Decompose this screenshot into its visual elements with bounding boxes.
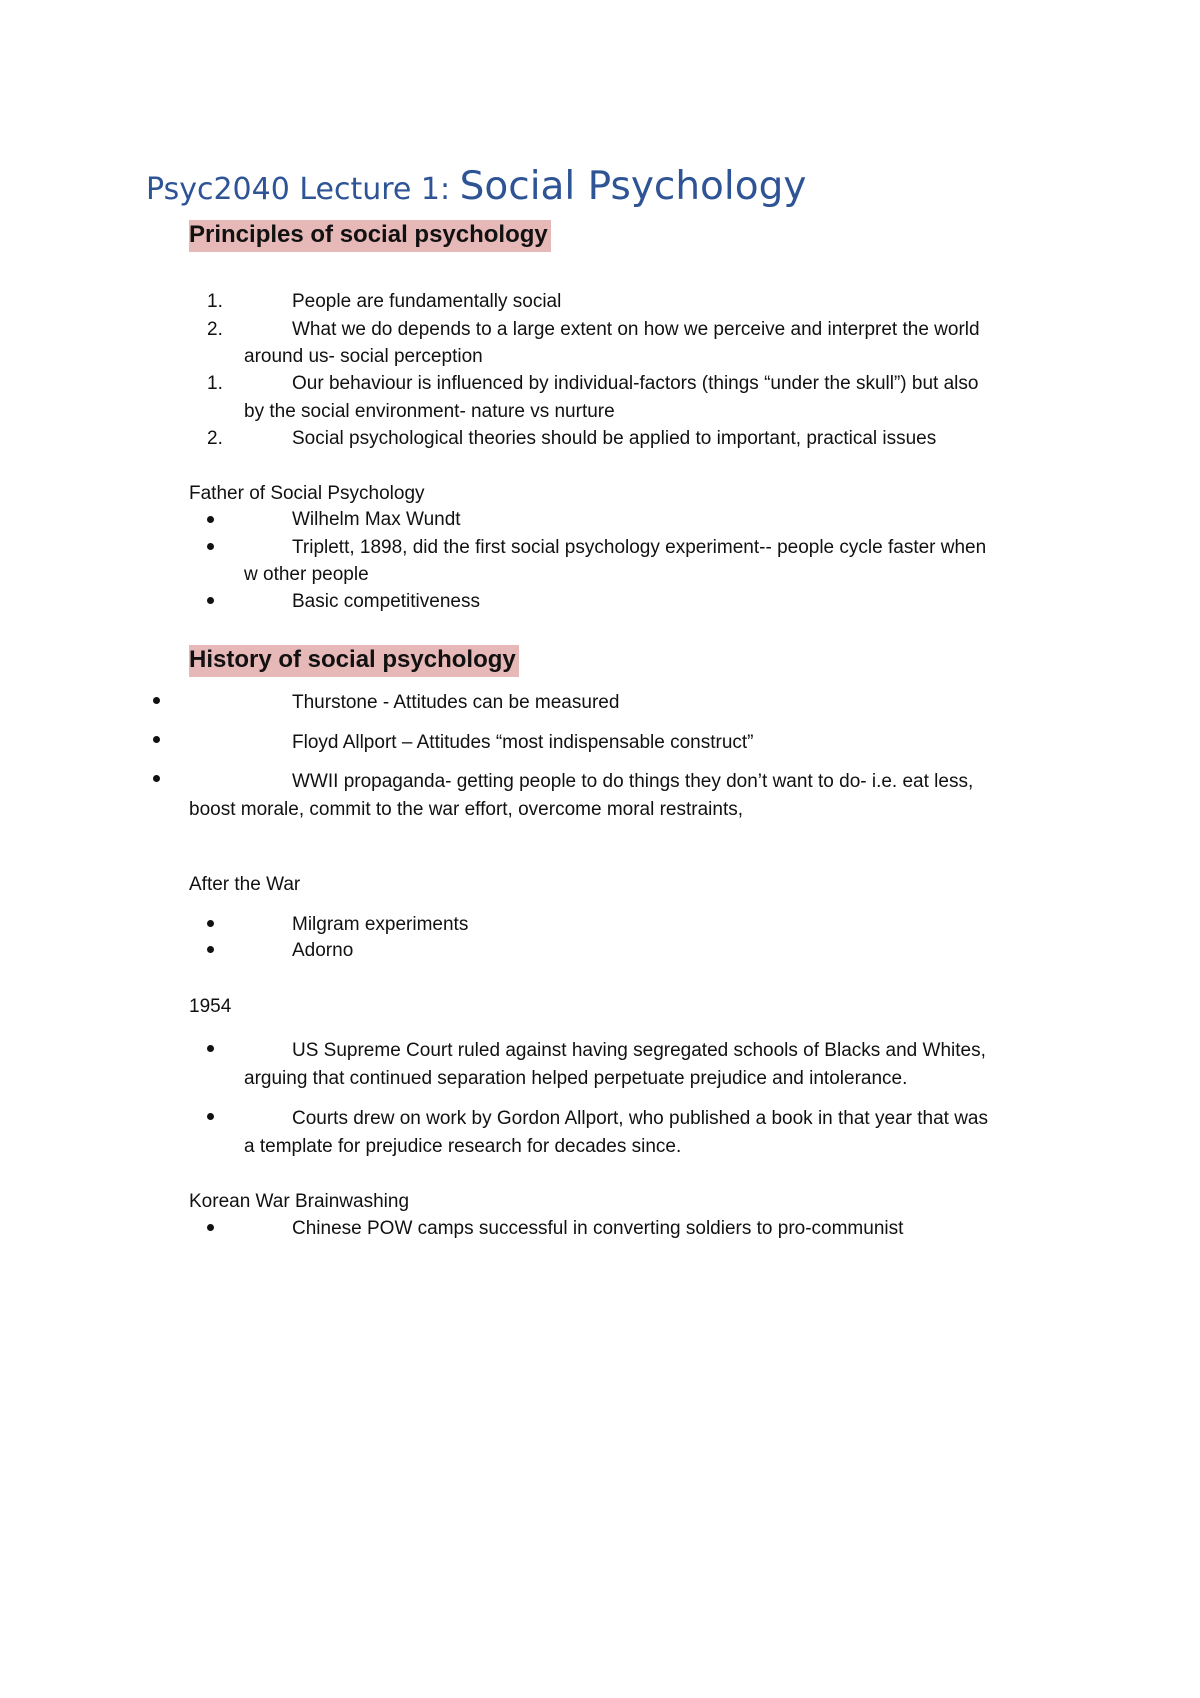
title-main: Social Psychology bbox=[459, 164, 807, 209]
list-item-text: Chinese POW camps successful in converting soldiers to pro-communist bbox=[292, 1218, 904, 1239]
bullet-icon bbox=[207, 597, 214, 604]
list-item-text: Thurstone - Attitudes can be measured bbox=[292, 692, 620, 713]
list-item-text: Milgram experiments bbox=[292, 914, 469, 935]
list-item-text: Wilhelm Max Wundt bbox=[292, 509, 461, 530]
korean-war-label: Korean War Brainwashing bbox=[189, 1191, 410, 1212]
bullet-icon bbox=[207, 516, 214, 523]
list-number: 2. bbox=[207, 319, 223, 340]
bullet-icon bbox=[153, 736, 160, 743]
list-item-text: Triplett, 1898, did the first social psychology experiment-- people cycle faster when bbox=[292, 537, 987, 558]
list-item-text: Adorno bbox=[292, 940, 354, 961]
list-item-text: People are fundamentally social bbox=[292, 291, 562, 312]
list-number: 1. bbox=[207, 291, 223, 312]
list-item-text: What we do depends to a large extent on how we perceive and interpret the world bbox=[292, 319, 980, 340]
list-item-text: WWII propaganda- getting people to do things they don’t want to do- i.e. eat less, bbox=[292, 771, 974, 792]
page-title bbox=[146, 164, 806, 209]
title-prefix: Psyc2040 Lecture 1: bbox=[146, 172, 460, 207]
list-item-text: Our behaviour is influenced by individual-factors (things “under the skull”) but also bbox=[292, 373, 979, 394]
bullet-icon bbox=[207, 946, 214, 953]
bullet-icon bbox=[207, 543, 214, 550]
principles-heading: Principles of social psychology bbox=[189, 220, 551, 252]
list-item-text: by the social environment- nature vs nurture bbox=[244, 401, 615, 422]
history-heading: History of social psychology bbox=[189, 645, 519, 677]
bullet-icon bbox=[207, 1113, 214, 1120]
father-label: Father of Social Psychology bbox=[189, 483, 425, 504]
list-item-text: around us- social perception bbox=[244, 346, 483, 367]
list-item-text: a template for prejudice research for decades since. bbox=[244, 1136, 682, 1157]
bullet-icon bbox=[207, 1045, 214, 1052]
bullet-icon bbox=[153, 775, 160, 782]
bullet-icon bbox=[153, 697, 160, 704]
list-item-text: arguing that continued separation helped perpetuate prejudice and intolerance. bbox=[244, 1068, 908, 1089]
list-item-text: US Supreme Court ruled against having segregated schools of Blacks and Whites, bbox=[292, 1040, 986, 1061]
list-item-text: Courts drew on work by Gordon Allport, who published a book in that year that was bbox=[292, 1108, 988, 1129]
list-item-text: Basic competitiveness bbox=[292, 591, 480, 612]
bullet-icon bbox=[207, 1224, 214, 1231]
bullet-icon bbox=[207, 920, 214, 927]
list-item-text: boost morale, commit to the war effort, overcome moral restraints, bbox=[189, 799, 744, 820]
year-1954-label: 1954 bbox=[189, 996, 232, 1017]
list-number: 1. bbox=[207, 373, 223, 394]
list-item-text: Social psychological theories should be applied to important, practical issues bbox=[292, 428, 937, 449]
list-item-text: Floyd Allport – Attitudes “most indispensable construct” bbox=[292, 732, 754, 753]
list-item-text: w other people bbox=[244, 564, 369, 585]
after-war-label: After the War bbox=[189, 874, 301, 895]
list-number: 2. bbox=[207, 428, 223, 449]
